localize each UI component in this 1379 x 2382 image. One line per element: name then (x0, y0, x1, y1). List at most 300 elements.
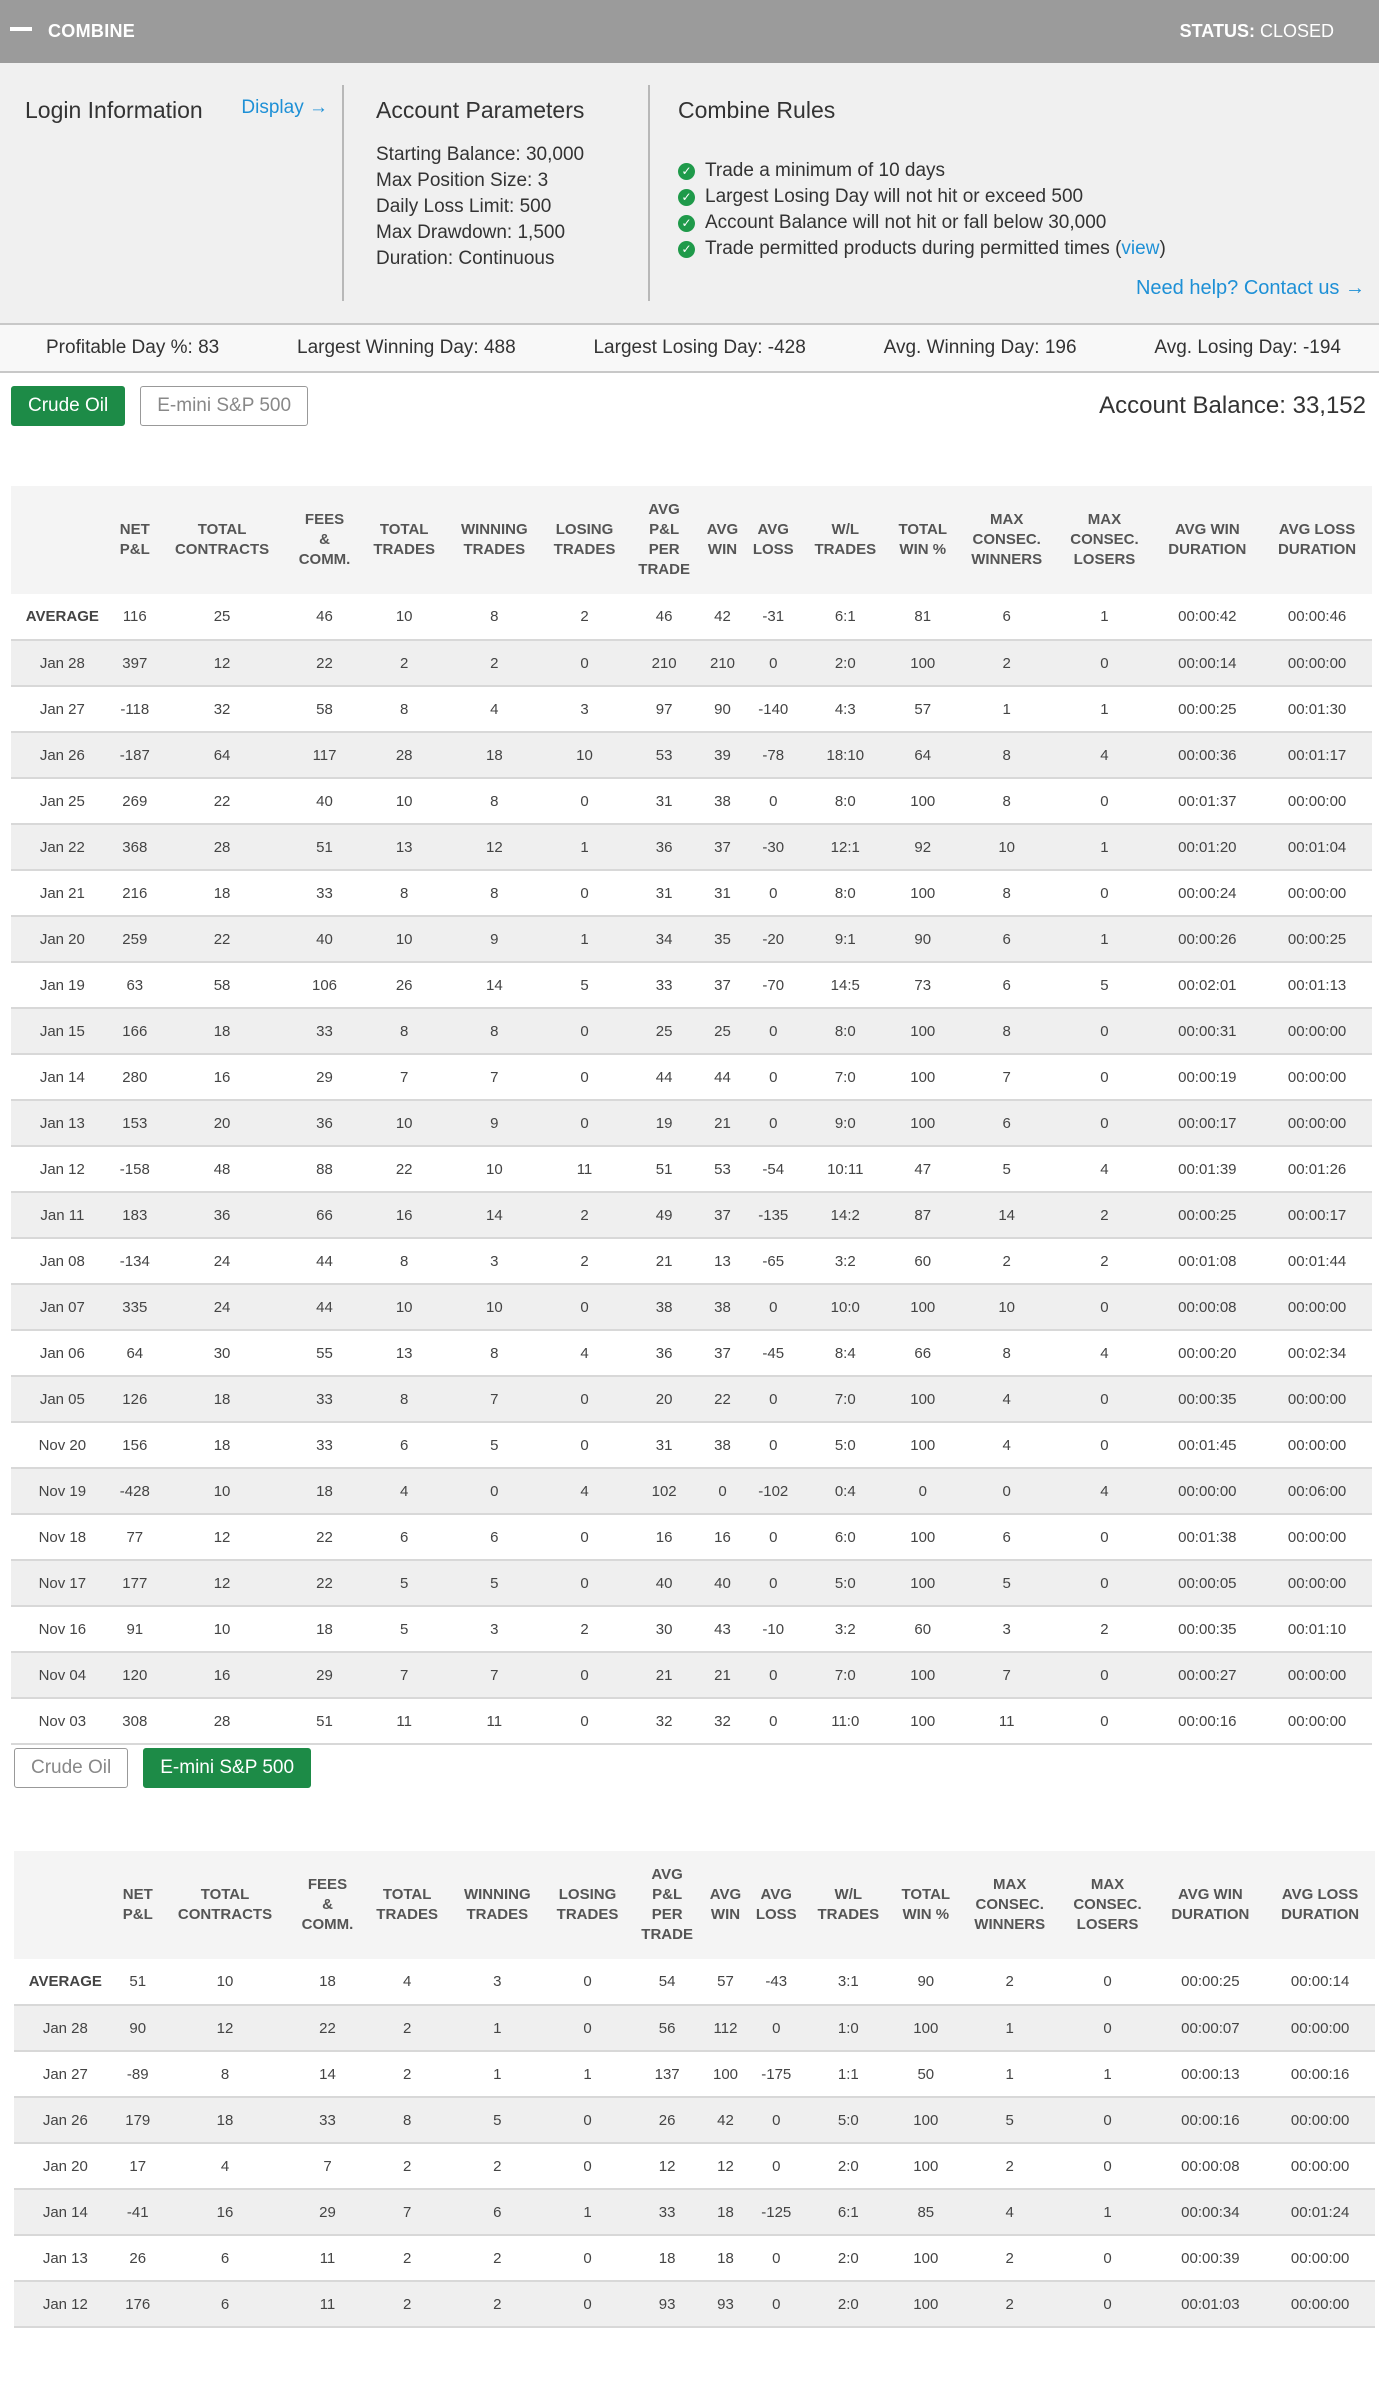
table-cell: 0 (541, 870, 628, 916)
table-cell: 5:0 (802, 1422, 889, 1468)
table-cell: 10 (957, 1284, 1057, 1330)
table-cell: 11 (291, 2235, 364, 2281)
table-cell: 156 (114, 1422, 156, 1468)
table-cell: 2:0 (805, 2143, 892, 2189)
contact-help-link[interactable]: Need help? Contact us → (1135, 277, 1365, 299)
table-cell: 00:00:00 (1262, 1284, 1372, 1330)
table-cell: 1:1 (805, 2051, 892, 2097)
table-cell: 66 (889, 1330, 957, 1376)
column-header: WINNING TRADES (447, 486, 541, 594)
table-cell: 4 (447, 686, 541, 732)
table-cell: 00:00:00 (1262, 1652, 1372, 1698)
table-cell: 21 (628, 1238, 701, 1284)
table-cell: 0 (541, 1376, 628, 1422)
table-cell: 2 (1056, 1192, 1152, 1238)
table-cell: 0 (745, 1514, 802, 1560)
column-header: MAX CONSEC. LOSERS (1056, 486, 1152, 594)
table-cell: 1 (1056, 916, 1152, 962)
stat-avg-losing-day: Avg. Losing Day: -194 (1154, 337, 1341, 358)
table-cell: 0 (745, 1698, 802, 1744)
table-row (11, 778, 1372, 824)
table-cell: 6 (159, 2235, 291, 2281)
column-header: W/L TRADES (802, 486, 889, 594)
table-cell: 18 (156, 1422, 288, 1468)
table-cell: 8 (447, 594, 541, 640)
table-cell: 2 (960, 2235, 1060, 2281)
table-cell: 2 (450, 2281, 544, 2327)
table-cell: 26 (117, 2235, 159, 2281)
table-cell: 0 (544, 1959, 631, 2005)
column-header: AVG LOSS (748, 1851, 805, 1959)
table-cell: 2 (361, 640, 448, 686)
table-cell: 100 (889, 778, 957, 824)
table-cell: 00:06:00 (1262, 1468, 1372, 1514)
table-cell: 2 (1056, 1606, 1152, 1652)
view-link[interactable]: view (1121, 238, 1160, 259)
table-row (11, 732, 1372, 778)
table-row (11, 824, 1372, 870)
table-cell: 88 (288, 1146, 361, 1192)
table-cell: 8 (361, 686, 448, 732)
table-cell: 00:00:26 (1152, 916, 1262, 962)
display-link[interactable]: Display → (241, 97, 328, 118)
table-cell: 0 (1056, 1514, 1152, 1560)
table-cell: 34 (628, 916, 701, 962)
table-cell: 33 (291, 2097, 364, 2143)
column-header: TOTAL CONTRACTS (156, 486, 288, 594)
table-cell: 210 (628, 640, 701, 686)
column-header: MAX CONSEC. WINNERS (957, 486, 1057, 594)
table-cell: 100 (892, 2281, 960, 2327)
average-row (14, 1959, 1375, 2005)
table-cell: 13 (700, 1238, 744, 1284)
column-header: TOTAL TRADES (361, 486, 448, 594)
table-cell: 6 (957, 962, 1057, 1008)
table-cell: 8 (361, 870, 448, 916)
table-cell: 40 (700, 1560, 744, 1606)
table-cell: 11:0 (802, 1698, 889, 1744)
login-section (0, 63, 342, 323)
table-cell: 21 (700, 1652, 744, 1698)
table-cell: 54 (631, 1959, 704, 2005)
table-cell: 44 (628, 1054, 701, 1100)
table-cell: 58 (288, 686, 361, 732)
table-cell: 00:00:00 (1262, 1100, 1372, 1146)
table-cell: Jan 22 (11, 824, 114, 870)
table-cell: 22 (288, 1514, 361, 1560)
table-cell: 4:3 (802, 686, 889, 732)
table-cell: 32 (156, 686, 288, 732)
table-cell: 5:0 (802, 1560, 889, 1606)
table-cell: 3 (541, 686, 628, 732)
table-cell: 7 (447, 1652, 541, 1698)
table-cell: 22 (291, 2005, 364, 2051)
table-cell: 20 (628, 1376, 701, 1422)
table-cell: 1 (544, 2189, 631, 2235)
table-cell: 00:01:10 (1262, 1606, 1372, 1652)
table-cell: 57 (703, 1959, 747, 2005)
table-cell: 00:00:17 (1152, 1100, 1262, 1146)
table-cell: 4 (159, 2143, 291, 2189)
param-max-drawdown: Max Drawdown: 1,500 (376, 222, 566, 243)
table-cell: 00:00:16 (1156, 2097, 1266, 2143)
table-cell: 0 (748, 2235, 805, 2281)
table-cell: 17 (117, 2143, 159, 2189)
table-cell: Jan 05 (11, 1376, 114, 1422)
table-cell: 210 (700, 640, 744, 686)
average-row (11, 594, 1372, 640)
table-cell: 53 (628, 732, 701, 778)
table-cell: 36 (288, 1100, 361, 1146)
table-cell: Jan 26 (14, 2097, 117, 2143)
table-cell: 8 (361, 1376, 448, 1422)
table-cell: 2 (364, 2005, 451, 2051)
table-cell: 14 (447, 962, 541, 1008)
table-cell: 35 (700, 916, 744, 962)
table-cell: 0 (1059, 2097, 1155, 2143)
table-cell: 4 (1056, 1468, 1152, 1514)
status-value: CLOSED (1259, 21, 1334, 41)
table-cell: 3:2 (802, 1606, 889, 1652)
table-cell: 00:00:14 (1152, 640, 1262, 686)
table-cell: 12 (156, 640, 288, 686)
param-max-position: Max Position Size: 3 (376, 170, 549, 191)
table-cell: Jan 25 (11, 778, 114, 824)
tab-crude-oil[interactable]: Crude Oil (14, 1748, 128, 1788)
column-header: LOSING TRADES (544, 1851, 631, 1959)
table-cell: 9:0 (802, 1100, 889, 1146)
table-cell: -45 (745, 1330, 802, 1376)
table-cell: Nov 20 (11, 1422, 114, 1468)
table-cell: 116 (114, 594, 156, 640)
table-cell: 0 (544, 2005, 631, 2051)
table-cell: 4 (541, 1330, 628, 1376)
table-cell: 100 (889, 640, 957, 686)
table-cell: 10 (361, 594, 448, 640)
table-cell: 00:00:14 (1265, 1959, 1375, 2005)
table-cell: 36 (156, 1192, 288, 1238)
table-cell: 2:0 (802, 640, 889, 686)
table-row (11, 1376, 1372, 1422)
table-cell: 7 (447, 1376, 541, 1422)
table-cell: 5:0 (805, 2097, 892, 2143)
page-title: COMBINE (48, 21, 136, 41)
login-title: Login Information (25, 97, 203, 123)
table-cell: Nov 19 (11, 1468, 114, 1514)
table-cell: 00:00:00 (1265, 2005, 1375, 2051)
table-cell: 0 (748, 2281, 805, 2327)
table-cell: 00:00:00 (1262, 778, 1372, 824)
table-cell: 00:00:07 (1156, 2005, 1266, 2051)
table-cell: 2 (541, 1238, 628, 1284)
table-cell: 12 (159, 2005, 291, 2051)
table-cell: 0 (700, 1468, 744, 1514)
table-cell: 26 (361, 962, 448, 1008)
table-cell: 0 (748, 2097, 805, 2143)
table-cell: 00:01:17 (1262, 732, 1372, 778)
table-cell: 37 (700, 962, 744, 1008)
table-cell: 56 (631, 2005, 704, 2051)
table-cell: 12 (447, 824, 541, 870)
table-cell: 259 (114, 916, 156, 962)
table-cell: -78 (745, 732, 802, 778)
table-cell: 8 (159, 2051, 291, 2097)
table-cell: 0 (541, 1560, 628, 1606)
table-cell: 0 (745, 1284, 802, 1330)
table-cell: 21 (700, 1100, 744, 1146)
table-cell: 90 (117, 2005, 159, 2051)
table-cell: 58 (156, 962, 288, 1008)
column-header (11, 486, 114, 594)
table-cell: 280 (114, 1054, 156, 1100)
table-cell: 38 (700, 778, 744, 824)
table-cell: 00:00:36 (1152, 732, 1262, 778)
column-header: W/L TRADES (805, 1851, 892, 1959)
table-cell: 47 (889, 1146, 957, 1192)
table-cell: 44 (700, 1054, 744, 1100)
table-cell: 100 (889, 1054, 957, 1100)
table-cell: 4 (957, 1422, 1057, 1468)
tab-crude-oil[interactable]: Crude Oil (11, 386, 125, 426)
table-cell: 31 (700, 870, 744, 916)
table-cell: 10 (361, 778, 448, 824)
table-row (11, 1284, 1372, 1330)
table-cell: 93 (703, 2281, 747, 2327)
table-cell: 18 (156, 1008, 288, 1054)
column-header: AVG WIN DURATION (1156, 1851, 1266, 1959)
collapse-icon[interactable] (10, 27, 32, 31)
table-cell: 00:00:35 (1152, 1606, 1262, 1652)
table-cell: 4 (1056, 1146, 1152, 1192)
table-cell: 137 (631, 2051, 704, 2097)
table-cell: 183 (114, 1192, 156, 1238)
column-header: MAX CONSEC. LOSERS (1059, 1851, 1155, 1959)
table-cell: 28 (361, 732, 448, 778)
table-cell: Jan 27 (14, 2051, 117, 2097)
table-cell: 112 (703, 2005, 747, 2051)
table-cell: 64 (156, 732, 288, 778)
table-cell: 00:00:00 (1262, 1560, 1372, 1606)
table-cell: 1 (960, 2051, 1060, 2097)
tab-emini-sp500[interactable]: E-mini S&P 500 (143, 1748, 311, 1788)
table-cell: 117 (288, 732, 361, 778)
table-cell: 18 (288, 1468, 361, 1514)
table-cell: 0 (1056, 1422, 1152, 1468)
table-cell: 00:00:00 (1262, 1376, 1372, 1422)
table-cell: 92 (889, 824, 957, 870)
table-cell: 36 (628, 824, 701, 870)
table-cell: 00:00:34 (1156, 2189, 1266, 2235)
table-cell: Jan 19 (11, 962, 114, 1008)
table-row (11, 870, 1372, 916)
table-cell: 8:0 (802, 870, 889, 916)
stat-largest-winning-day: Largest Winning Day: 488 (297, 337, 516, 358)
table-cell: 6 (957, 1100, 1057, 1146)
table-cell: 8 (447, 870, 541, 916)
table-cell: 33 (288, 1376, 361, 1422)
table-cell: -428 (114, 1468, 156, 1514)
table-cell: 32 (700, 1698, 744, 1744)
table-cell: 100 (889, 1008, 957, 1054)
table-cell: 10 (447, 1284, 541, 1330)
emini-table-container (14, 1851, 1375, 2328)
table-cell: 6:1 (805, 2189, 892, 2235)
table-cell: Jan 13 (11, 1100, 114, 1146)
table-cell: 49 (628, 1192, 701, 1238)
table-cell: -43 (748, 1959, 805, 2005)
table-cell: 8 (447, 1008, 541, 1054)
table-cell: 100 (892, 2143, 960, 2189)
table-cell: 7:0 (802, 1376, 889, 1422)
table-cell: 28 (156, 1698, 288, 1744)
table-cell: 1 (1056, 824, 1152, 870)
column-header: NET P&L (114, 486, 156, 594)
table-cell: 0 (1056, 1008, 1152, 1054)
table-cell: 2 (364, 2143, 451, 2189)
table-cell: 33 (628, 962, 701, 1008)
table-row (14, 2097, 1375, 2143)
table-cell: 40 (288, 778, 361, 824)
table-cell: -65 (745, 1238, 802, 1284)
rule-item: ✓ Trade a minimum of 10 days (678, 158, 1367, 184)
table-cell: 0 (541, 1698, 628, 1744)
table-row (11, 1606, 1372, 1652)
table-row (11, 1330, 1372, 1376)
table-cell: 12 (631, 2143, 704, 2189)
table-cell: 21 (628, 1652, 701, 1698)
table-cell: 66 (288, 1192, 361, 1238)
table-cell: 00:00:00 (1265, 2235, 1375, 2281)
table-row (11, 916, 1372, 962)
table-cell: 16 (628, 1514, 701, 1560)
table-cell: -102 (745, 1468, 802, 1514)
crude-oil-table-container (11, 486, 1372, 1745)
table-cell: 00:00:20 (1152, 1330, 1262, 1376)
table-cell: 5 (960, 2097, 1060, 2143)
table-cell: 6 (957, 594, 1057, 640)
table-cell: 81 (889, 594, 957, 640)
table-cell: 100 (889, 1284, 957, 1330)
table-cell: 335 (114, 1284, 156, 1330)
table-cell: 46 (628, 594, 701, 640)
table-cell: 100 (889, 1560, 957, 1606)
table-row (11, 1054, 1372, 1100)
table-cell: 42 (700, 594, 744, 640)
table-cell: 2 (960, 2281, 1060, 2327)
table-cell: 14 (957, 1192, 1057, 1238)
table-cell: 0 (541, 1652, 628, 1698)
table-row (11, 640, 1372, 686)
table-cell: 33 (631, 2189, 704, 2235)
table-row (11, 1100, 1372, 1146)
emini-table (14, 1851, 1375, 2328)
table-cell: 0 (541, 640, 628, 686)
table-cell: 00:01:38 (1152, 1514, 1262, 1560)
table-cell: 0 (1056, 1100, 1152, 1146)
table-cell: -70 (745, 962, 802, 1008)
table-cell: -54 (745, 1146, 802, 1192)
table-cell: 00:01:39 (1152, 1146, 1262, 1192)
table-cell: 100 (889, 1376, 957, 1422)
table-cell: 43 (700, 1606, 744, 1652)
table-cell: 0 (541, 1100, 628, 1146)
status-label: STATUS: (1179, 21, 1255, 41)
table-cell: Nov 16 (11, 1606, 114, 1652)
table-cell: 100 (889, 1422, 957, 1468)
table-cell: 0 (889, 1468, 957, 1514)
table-cell: 22 (361, 1146, 448, 1192)
table-cell: 1 (957, 686, 1057, 732)
table-cell: -134 (114, 1238, 156, 1284)
table-cell: 29 (288, 1652, 361, 1698)
table-cell: 24 (156, 1238, 288, 1284)
table-cell: 11 (541, 1146, 628, 1192)
table-cell: 5 (541, 962, 628, 1008)
table-cell: 00:01:04 (1262, 824, 1372, 870)
tab-emini-sp500[interactable]: E-mini S&P 500 (140, 386, 308, 426)
table-cell: -31 (745, 594, 802, 640)
table-cell: 33 (288, 870, 361, 916)
table-cell: 77 (114, 1514, 156, 1560)
table-cell: 100 (703, 2051, 747, 2097)
column-header: TOTAL WIN % (889, 486, 957, 594)
table-cell: Jan 28 (11, 640, 114, 686)
table-cell: 100 (889, 1698, 957, 1744)
table-cell: 46 (288, 594, 361, 640)
table-cell: 00:01:30 (1262, 686, 1372, 732)
table-cell: 90 (892, 1959, 960, 2005)
table-cell: 8 (957, 1008, 1057, 1054)
table-cell: 90 (700, 686, 744, 732)
stat-profitable-day: Profitable Day %: 83 (46, 337, 220, 358)
table-cell: 00:00:00 (1152, 1468, 1262, 1514)
table-cell: 2 (960, 2143, 1060, 2189)
table-cell: 0 (541, 1422, 628, 1468)
table-cell: 0 (1059, 2005, 1155, 2051)
table-cell: 6:0 (802, 1514, 889, 1560)
table-cell: 100 (892, 2097, 960, 2143)
table-cell: 7 (361, 1652, 448, 1698)
table-cell: 00:00:08 (1152, 1284, 1262, 1330)
table-cell: 50 (892, 2051, 960, 2097)
table-cell: 0 (748, 2005, 805, 2051)
table-cell: 0 (544, 2281, 631, 2327)
table-cell: 00:00:00 (1262, 1054, 1372, 1100)
table-cell: 3:2 (802, 1238, 889, 1284)
table-cell: 8 (447, 778, 541, 824)
table-cell: 2 (541, 1192, 628, 1238)
table-cell: 7 (361, 1054, 448, 1100)
table-cell: Jan 27 (11, 686, 114, 732)
table-cell: 00:00:00 (1262, 1008, 1372, 1054)
table-cell: 10 (156, 1468, 288, 1514)
table-cell: 22 (156, 778, 288, 824)
table-cell: 26 (631, 2097, 704, 2143)
table-cell: 93 (631, 2281, 704, 2327)
table-cell: Nov 04 (11, 1652, 114, 1698)
table-cell: 00:00:25 (1262, 916, 1372, 962)
table-cell: 30 (628, 1606, 701, 1652)
table-cell: 18 (447, 732, 541, 778)
table-cell: 53 (700, 1146, 744, 1192)
table-cell: 8:4 (802, 1330, 889, 1376)
table-cell: 6 (450, 2189, 544, 2235)
table-cell: 1 (1056, 686, 1152, 732)
table-cell: -10 (745, 1606, 802, 1652)
table-cell: 9 (447, 1100, 541, 1146)
table-cell: 0 (544, 2143, 631, 2189)
combine-rules-section (648, 85, 1379, 301)
